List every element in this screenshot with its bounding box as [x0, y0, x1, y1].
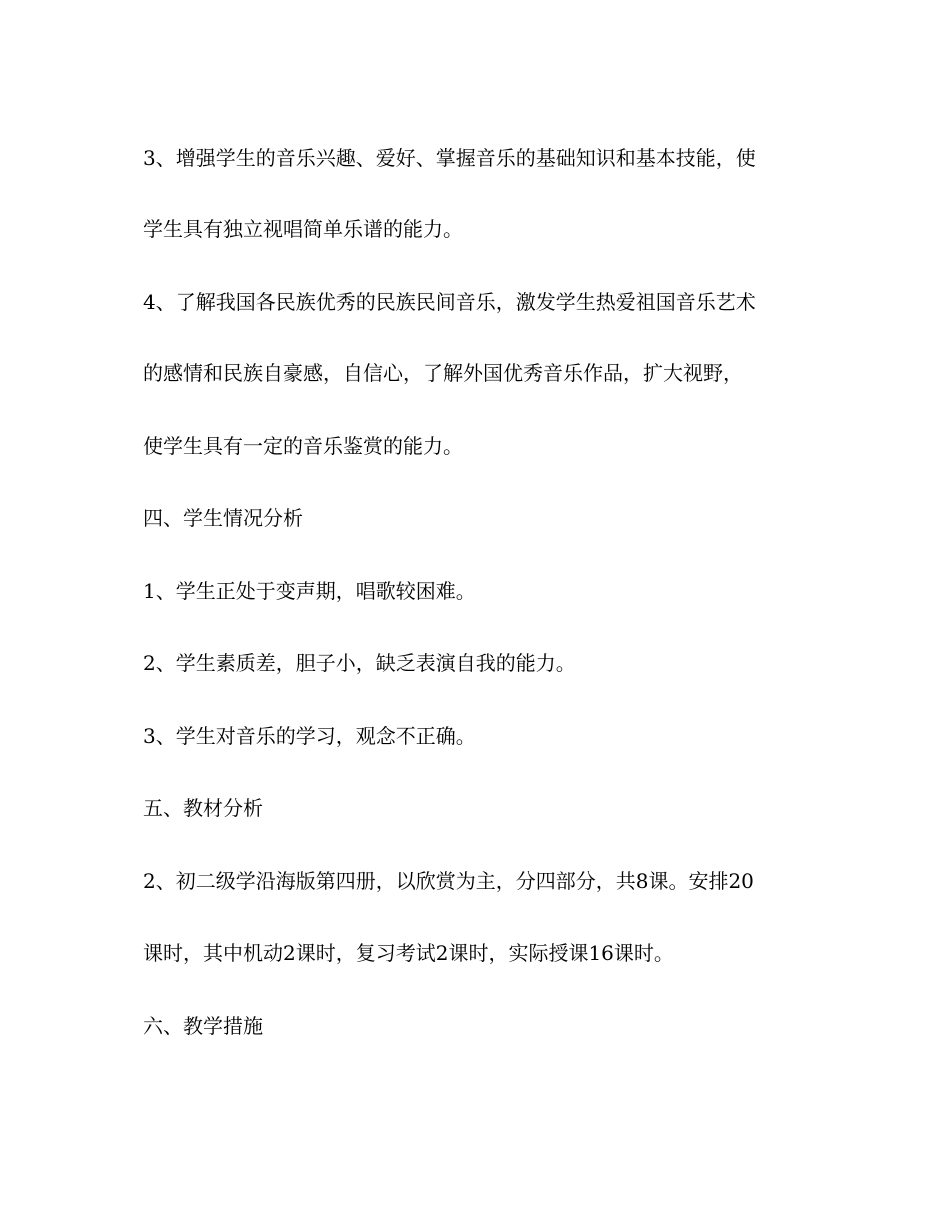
section-heading-teaching-measures: 六、教学措施 [143, 1014, 263, 1038]
text-line-student-2: 2、学生素质差，胆子小，缺乏表演自我的能力。 [143, 651, 576, 675]
section-heading-material-analysis: 五、教材分析 [143, 796, 263, 820]
section-heading-student-analysis: 四、学生情况分析 [143, 506, 303, 530]
text-line-student-1: 1、学生正处于变声期，唱歌较困难。 [143, 579, 476, 603]
text-line-goal-3: 3、增强学生的音乐兴趣、爱好、掌握音乐的基础知识和基本技能，使 [143, 146, 756, 170]
text-line-goal-3-cont: 学生具有独立视唱简单乐谱的能力。 [143, 217, 463, 241]
text-line-goal-4: 4、了解我国各民族优秀的民族民间音乐，激发学生热爱祖国音乐艺术 [143, 290, 756, 314]
text-line-student-3: 3、学生对音乐的学习，观念不正确。 [143, 724, 476, 748]
text-line-material-2-cont: 课时，其中机动2课时，复习考试2课时，实际授课16课时。 [143, 941, 674, 965]
text-line-material-2: 2、初二级学沿海版第四册，以欣赏为主，分四部分，共8课。安排20 [143, 869, 754, 893]
text-line-goal-4-cont: 的感情和民族自豪感，自信心，了解外国优秀音乐作品，扩大视野， [143, 361, 743, 385]
text-line-goal-4-cont-2: 使学生具有一定的音乐鉴赏的能力。 [143, 434, 463, 458]
